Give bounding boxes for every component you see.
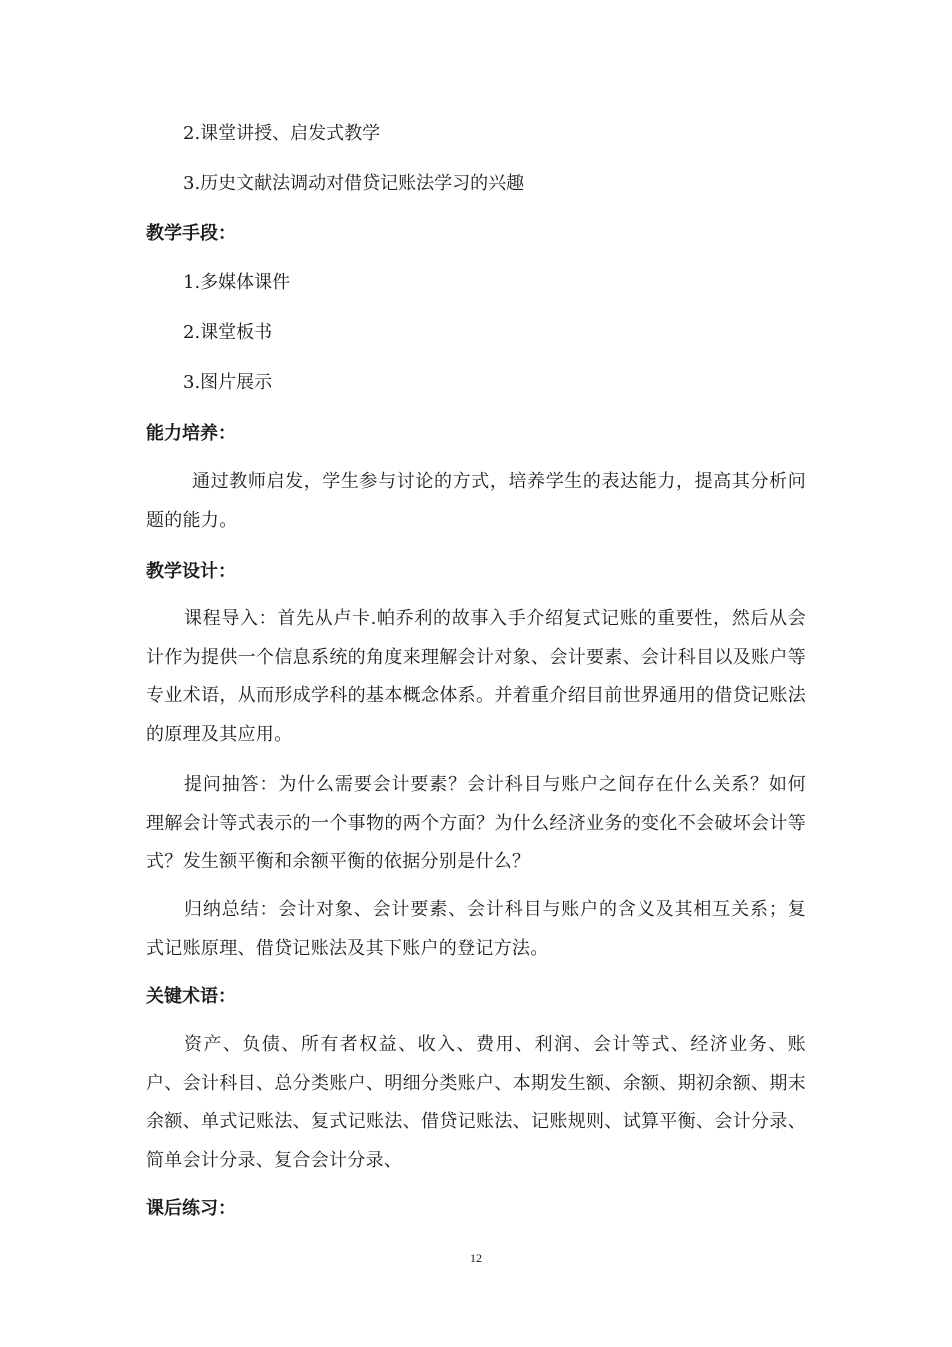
design-paragraph-questions: 提问抽答：为什么需要会计要素？会计科目与账户之间存在什么关系？如何理解会计等式表示的一个事物的两个方面？为什么经济业务的变化不会破坏会计等式？发生额平衡和余额平衡的依据分别是什么？ — [146, 774, 806, 873]
method-item: 2.课堂讲授、启发式教学 — [183, 123, 381, 144]
design-paragraph-summary: 归纳总结：会计对象、会计要素、会计科目与账户的含义及其相互关系；复式记账原理、借贷记账法及其下账户的登记方法。 — [146, 899, 806, 959]
exercises-heading: 课后练习： — [146, 1198, 236, 1219]
method-item: 3.历史文献法调动对借贷记账法学习的兴趣 — [183, 173, 525, 194]
teaching-means-heading: 教学手段： — [146, 223, 236, 244]
teaching-means-item: 2.课堂板书 — [183, 322, 273, 343]
page-number: 12 — [470, 1251, 482, 1265]
design-paragraph-intro: 课程导入：首先从卢卡.帕乔利的故事入手介绍复式记账的重要性，然后从会计作为提供一个信息系统的角度来理解会计对象、会计要素、会计科目以及账户等专业术语，从而形成学科的基本概念体系。并着重介绍目前世界通用的借贷记账法的原理及其应用。 — [146, 608, 806, 745]
teaching-means-item: 3.图片展示 — [183, 372, 273, 393]
ability-paragraph: 通过教师启发，学生参与讨论的方式，培养学生的表达能力，提高其分析问题的能力。 — [146, 471, 806, 531]
teaching-means-item: 1.多媒体课件 — [183, 272, 291, 293]
design-heading: 教学设计： — [146, 561, 236, 582]
key-terms-heading: 关键术语： — [146, 986, 236, 1007]
ability-heading: 能力培养： — [146, 423, 236, 444]
key-terms-paragraph: 资产、负债、所有者权益、收入、费用、利润、会计等式、经济业务、账户、会计科目、总分类账户、明细分类账户、本期发生额、余额、期初余额、期末余额、单式记账法、复式记账法、借贷记账法、记账规则、试算平衡、会计分录、简单会计分录、复合会计分录、 — [146, 1034, 806, 1171]
